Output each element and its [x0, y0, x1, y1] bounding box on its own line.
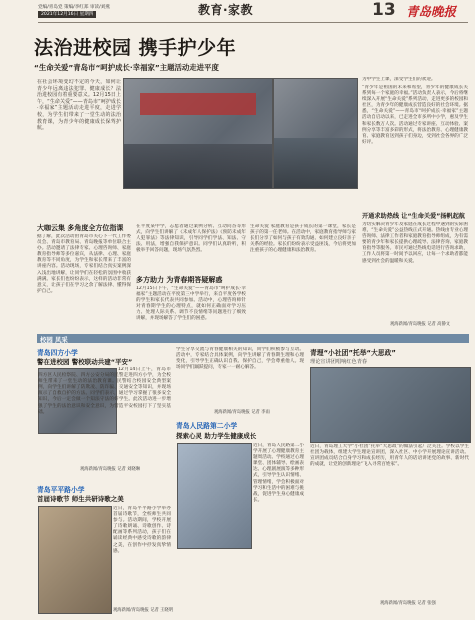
campus-a2-subtitle: 首届诗歌节 师生共研诗歌之美: [37, 495, 124, 503]
lead-sub3: 开通求助热线 让“生命关爱”扬帆起航: [362, 213, 466, 220]
lead-sub1-text: 据了解，此次活动由青岛市关心下一代工作委员会、青岛市教育局、青岛晚报等单位联合主办。活动邀请了法律专家、心理咨询师、家庭教育指导师等多位嘉宾，从法律、心理、家庭教育等不同角度，为学生和家长带来了丰富的讲座内容。活动现场，专家们结合真实案例深入浅出地讲解，让同学们在轻松的氛围中收获满满。家长们也纷纷表示，这样的活动非常有意义，让孩子们在学习之余了解法律、懂得保护自己。: [37, 234, 131, 294]
photo-crowd: [124, 144, 272, 188]
paper-logo: [406, 1, 466, 18]
lead-col3-text: 生命关爱 家庭教育是孩子成长的第一课堂，家长是孩子的第一任老师。在活动中，家庭教育指导师与家长们分享了如何与孩子有效沟通、如何建立良好亲子关系的经验。家长们纷纷表示受益匪浅，今后将更加注重孩子的心理健康和法治教育。: [250, 224, 356, 254]
campus-a2-photo: [38, 506, 112, 614]
lead-intro: 在社会环境变幻不定的今天，如何让青少年远离违法犯罪、健康成长？法治进校园有着重要意义。12月15日上午，“生命关爱”——青岛市“呵护成长·幸福家”主题活动走进平度，走进学校，为学生们带来了一堂生动的法治教育课，为青少年的健康成长保驾护航。: [37, 79, 121, 132]
campus-a2-title: 青岛平平路小学: [37, 486, 85, 494]
campus-band: [37, 334, 469, 343]
campus-a1-title: 青岛四方小学: [37, 349, 78, 357]
lead-col4-text: 为中学生上课，深受学生们的欢迎。: [362, 77, 436, 82]
lead-headline: 法治进校园 携手护少年: [34, 37, 237, 59]
lead-byline: 观海新闻/青岛晚报 记者 高静文: [390, 322, 451, 327]
masthead: [0, 0, 475, 22]
campus-a4-subtitle: 理论宣讲团唱响红色青春: [310, 359, 368, 365]
edition-date-box: [38, 11, 96, 18]
lead-sub2: 多方助力 为青春期答疑解惑: [136, 276, 223, 284]
campus-a1-text: 12月14日上午，青岛市四方区人民检察院、四方公安分局的民警走进四方小学，为全校师生带来了一堂生动的法治教育课。民警结合校园安全典型案例，向学生们讲解了防欺凌、防诈骗、交通安全等知识，并现场演示了自救自护的方法。同学们表示，通过学习掌握了很多安全知识，今后一定会做一个知法守法的好学生。此次活动进一步增强了学生的法治意识和安全意识，为营造平安校园打下了坚实基础。: [38, 367, 171, 415]
edition-meta: [38, 4, 188, 17]
photo-banner: [140, 93, 256, 115]
lead-sub2-text: 12月15日下午，“生命关爱”——青岛市“呵护成长·幸福家”主题活动在平度第三中学举行，来自平度各学校的学生和家长代表共同参加。活动中，心理咨询师针对青春期学生的心理特点，就如何正确面对学习压力、处理人际关系、调节不良情绪等问题进行了细致讲解，并现场解答了学生们的困惑。: [136, 286, 246, 322]
lead-col2-text: 在平度某中学，志愿者通过案例分析、互动问答等形式，向学生们讲解了《未成年人保护法》《预防未成年人犯罪法》等法律知识，引导同学们学法、知法、守法、用法，增强自我保护意识。同学们认真聆听，积极举手回答问题，现场气氛热烈。: [136, 224, 246, 254]
lead-col4-text2: “青少年是祖国的未来和希望，青少年的健康成长关系到每一个家庭的幸福。”活动负责人表示，今后将继续深入开展“生命关爱”系列活动，走进更多的校园和社区，为青少年的健康成长营造良好的社会环境。据悉，“生命关爱”——青岛市“呵护成长·幸福家”主题活动自启动以来，已走进全市多所中小学，惠及学生和家长数万人次。活动通过专家讲座、互动体验、案例分享等丰富多彩的形式，将法治教育、心理健康教育、家庭教育送到孩子们身边，受到社会各界的广泛好评。: [362, 85, 468, 145]
section-title: 教育·家教: [198, 3, 254, 17]
lead-sub1: 大咖云集 多角度全方位指课: [37, 224, 124, 232]
edition-line-2: 2021年12月16日 星期四: [41, 12, 94, 17]
lead-photo: [123, 78, 273, 189]
campus-a3-subtitle: 探索心灵 助力学生健康成长: [176, 432, 257, 440]
campus-a3-text: 近日，青岛人民路第二小学开展了心理健康教育主题周活动。学校通过心理课堂、团体辅导、绘画表达、心理剧展演等多种形式，引导学生认识情绪、管理情绪，学会积极面对学习和生活中的困难与挑战，促进学生身心健康成长。: [253, 443, 304, 503]
lead-sub3-text: 为切实解决青少年及家庭在成长过程中遇到的实际困难，“生命关爱”公益热线正式开通。热线由专业心理咨询师、法律工作者和家庭教育指导师组成，为有需要的青少年和家长提供心理疏导、法律咨询、家庭教育指导等服务。市民可通过热线电话进行咨询求助，工作人员将第一时间予以回应，让每一个求助者都能感受到社会的温暖和关爱。: [362, 222, 468, 264]
lead-subheadline: “生命关爱”青岛市“呵护成长·幸福家”主题活动走进平度: [34, 63, 219, 72]
campus-a2-byline: 观海新闻/青岛晚报 记者 王晓明: [113, 608, 173, 613]
campus-band-label: 校园 风采: [40, 336, 68, 344]
campus-a2-text: 近日，青岛平平路小学举办首届诗歌节，全校师生共同参与。活动期间，学校开展了诗歌朗诵、诗歌创作、诗配画等系列活动，孩子们在诵读经典中感受诗歌的韵律之美，在创作中抒发真挚情感。: [113, 506, 171, 554]
masthead-rule: [38, 22, 468, 23]
campus-a3-byline-top: 观海新闻/青岛晚报 记者 李雨: [214, 410, 270, 415]
paper-logo-text: 青岛晚报: [406, 4, 457, 19]
edition-line-1: 党编/青岛党 策编/李红郑 审读/刘燕: [38, 5, 110, 10]
campus-a4-title: 青理“小社团”托举“大思政”: [310, 349, 396, 357]
campus-a4-text: 近日，青岛理工大学“小社团”托举“大思政”的做法引起广泛关注。学校以学生社团为载体，组建大学生理论宣讲团，深入社区、中小学开展理论宣讲活动。宣讲团成员结合自身学习和成长经历，用青年人的话语讲述党的故事、新时代的成就，让党的创新理论“飞入寻常百姓家”。: [310, 444, 469, 468]
campus-a3-photo: [177, 443, 252, 549]
campus-a4-byline: 观海新闻/青岛晚报 记者 张强: [380, 601, 436, 606]
lead-photo-2: [273, 78, 358, 189]
photo-2-people: [274, 138, 357, 188]
page-number: 13: [372, 0, 396, 20]
campus-a3-title: 青岛人民路第二小学: [176, 422, 238, 430]
campus-a4-photo: [310, 367, 471, 443]
campus-a1-subtitle: 警在进校园 警校联动共建“平安”: [37, 358, 133, 366]
campus-a1-byline: 观海新闻/青岛晚报 记者 刘晓琳: [80, 467, 141, 472]
campus-a3-col-text: 学生分享交流与青春健康相关的知识，同学们积极参与互动。活动中，专家结合具体案例，向学生讲解了青春期生理和心理变化，引导学生正确认识自我、保护自己，学会尊重他人。现场同学们踊跃提问，专家一一耐心解答。: [176, 347, 304, 371]
